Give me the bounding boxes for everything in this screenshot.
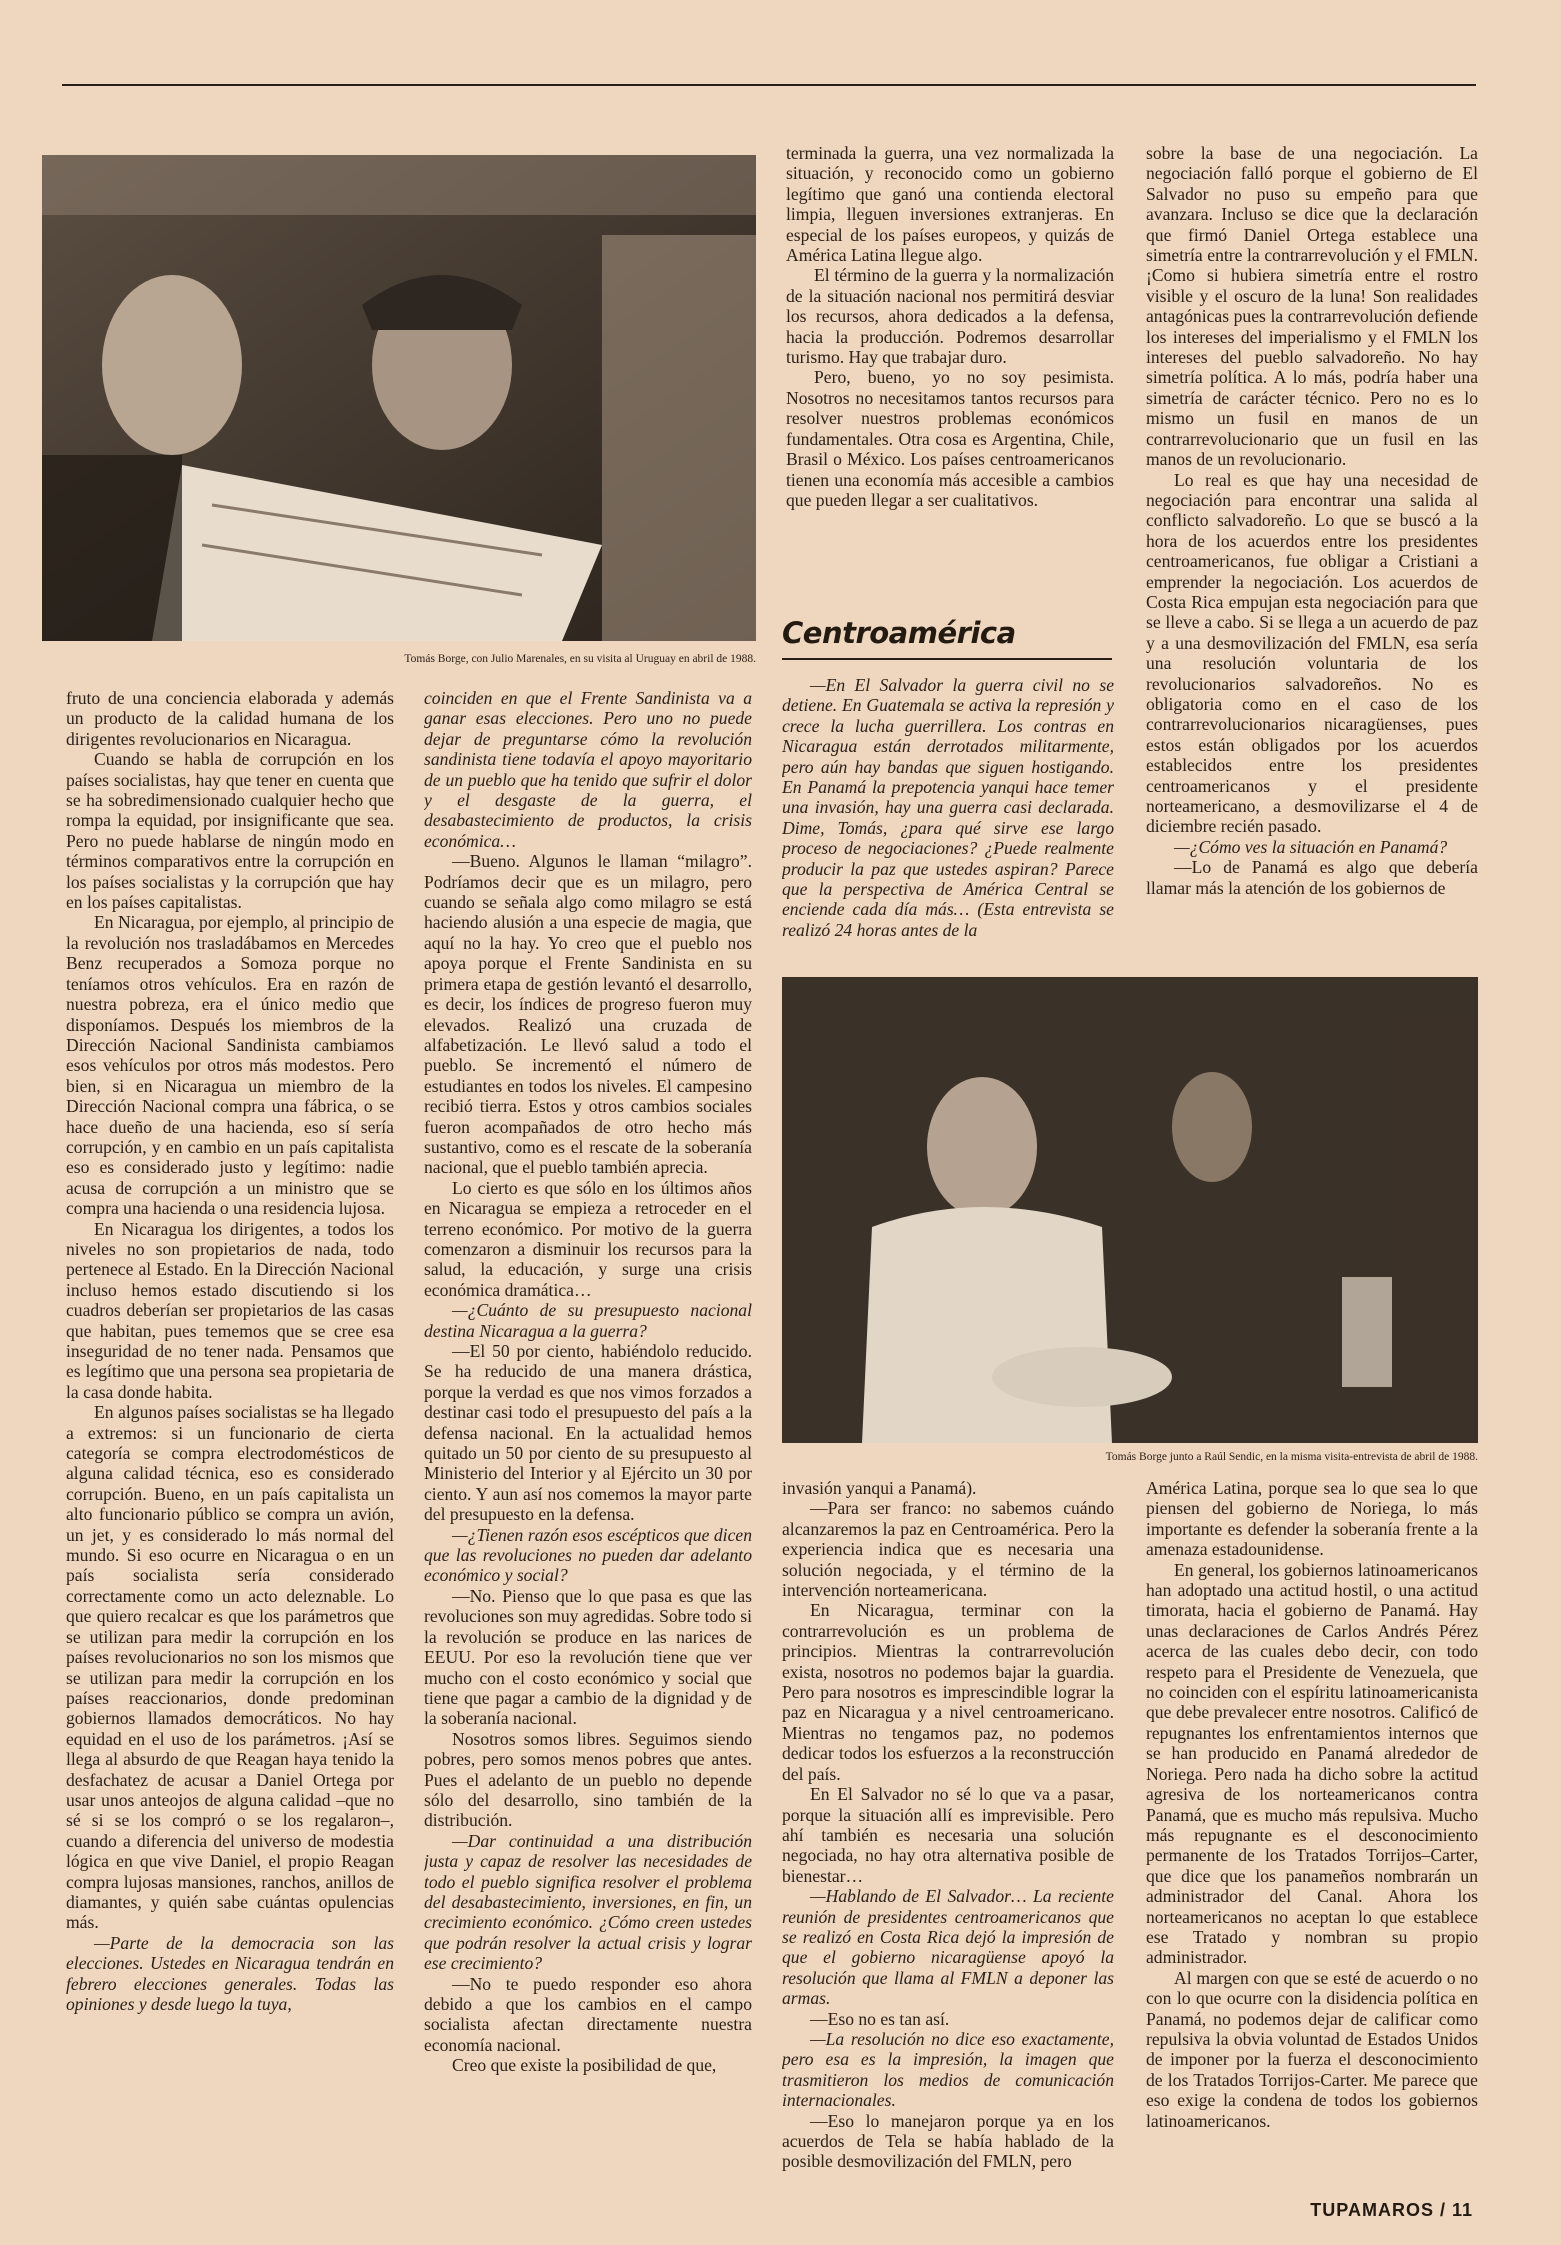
paragraph: —Dar continuidad a una distribución justa y capaz de resolver las necesidades de todo el pueblo significa resolver el problema del desabastecimiento, inversiones, en fin, un crecimiento económico. ¿Cómo creen ustedes que podrán resolver la actual crisis y lograr ese crecimiento? [424, 1830, 752, 1974]
paragraph: Lo real es que hay una necesidad de negociación para encontrar una salida al conflicto salvadoreño. Lo que se buscó a la hora de los acuerdos entre los presidentes centroamericanos, fue obligar a Cristiani a emprender la negociación. Los acuerdos de Costa Rica empujan esta negociación para que se lleve a cabo. Si se llega a un acuerdo de paz y a una desmovilización del FMLN, esa sería una resolución voluntaria de los revolucionarios salvadoreños. No es obligatoria como en el caso de los contrarrevolucionarios nicaragüenses, pues estos están obligados por los acuerdos establecidos entre los presidentes centroamericanos y el presidente norteamericano, a desmovilizarse el 4 de diciembre recién pasado. [1146, 469, 1478, 837]
paragraph: —Bueno. Algunos le llaman “milagro”. Podríamos decir que es un milagro, pero cuando se señala algo como milagro se está haciendo alusión a una especie de magia, que aquí no la hay. Yo creo que el pueblo nos apoya porque el Frente Sandinista en su primera etapa de gestión levantó el desarrollo, es decir, los índices de progreso fueron muy elevados. Realizó una cruzada de alfabetización. Le llevó salud a todo el pueblo. Se incrementó el número de estudiantes en todos los niveles. El campesino recibió tierra. Estos y otros cambios sociales fueron acompañados de otro hecho más sustantivo, como es el rescate de la soberanía nacional, que el pueblo también aprecia. [424, 851, 752, 1178]
paragraph: fruto de una conciencia elaborada y además un producto de la calidad humana de los dirigentes revolucionarios en Nicaragua. [66, 688, 394, 749]
top-rule [62, 84, 1476, 86]
paragraph: sobre la base de una negociación. La negociación falló porque el gobierno de El Salvador no puso su empeño para que avanzara. Incluso se dice que la declaración que firmó Daniel Ortega establece una simetría entre la contrarrevolución y el FMLN. ¡Como si hubiera simetría entre el rostro visible y el oscuro de la luna! Son realidades antagónicas pues la contrarrevolución defiende los intereses del imperialismo y el FMLN los intereses del pueblo salvadoreño. No hay simetría política. A lo más, podría haber una simetría de carácter técnico. Pero no es lo mismo un fusil en manos de un contrarrevolucionario que un fusil en las manos de un revolucionario. [1146, 143, 1478, 470]
paragraph: En El Salvador no sé lo que va a pasar, porque la situación allí es imprevisible. Pero ahí también es necesaria una solución negociada, no hay otra alternativa posible de bienestar… [782, 1784, 1114, 1886]
paragraph: El término de la guerra y la normalización de la situación nacional nos permitirá desviar los recursos, ahora dedicados a la defensa, hacia la producción. Podremos desarrollar turismo. Hay que trabajar duro. [786, 265, 1114, 368]
column-4-bottom [1146, 1478, 1478, 2198]
paragraph: Al margen con que se esté de acuerdo o no con lo que ocurre con la disidencia política en Panamá, no podemos dejar de calificar como repulsiva la obvia voluntad de Estados Unidos de imponer por la fuerza el desconocimiento de los Tratados Torrijos-Carter. Me parece que eso exige la condena de todos los gobiernos latinoamericanos. [1146, 1967, 1478, 2131]
paragraph: Nosotros somos libres. Seguimos siendo pobres, pero somos menos pobres que antes. Pues el adelanto de un pueblo no depende sólo del desarrollo, sino también de la distribución. [424, 1728, 752, 1831]
photo-illustration [42, 155, 756, 641]
paragraph: Cuando se habla de corrupción en los países socialistas, hay que tener en cuenta que se ha sobredimensionado cualquier hecho que rompa la equidad, por insignificante que sea. Pero no puede hablarse de ningún modo en términos comparativos entre la corrupción en los países socialistas y la corrupción que hay en los países capitalistas. [66, 749, 394, 913]
paragraph: En Nicaragua, por ejemplo, al principio de la revolución nos trasladábamos en Mercedes Benz recuperados a Somoza porque no teníamos otros vehículos. Era en razón de nuestra pobreza, era el único medio que disponíamos. Después los miembros de la Dirección Nacional Sandinista cambiamos esos vehículos por otros más modestos. Pero bien, si en Nicaragua un miembro de la Dirección Nacional compra una fábrica, o se hace dueño de una hacienda, eso sí sería corrupción, y en cambio en un país capitalista eso es considerado justo y legítimo: nadie acusa de corrupción a un ministro que se compra una hacienda o una residencia lujosa. [66, 912, 394, 1219]
paragraph: —Hablando de El Salvador… La reciente reunión de presidentes centroamericanos que se realizó en Costa Rica dejó la impresión de que el gobierno nicaragüense apoyó la resolución que llama al FMLN a deponer las armas. [782, 1886, 1114, 2009]
paragraph: —En El Salvador la guerra civil no se detiene. En Guatemala se activa la represión y crece la lucha guerrillera. Los contras en Nicaragua están derrotados militarmente, pero aún hay bandas que siguen hostigando. En Panamá la prepotencia yanqui hace temer una invasión, hay una guerra casi declarada. Dime, Tomás, ¿para qué sirve ese largo proceso de negociaciones? ¿Puede realmente producir la paz que ustedes aspiran? Parece que la perspectiva de América Central se enciende cada día más… (Esta entrevista se realizó 24 horas antes de la [782, 675, 1114, 940]
paragraph: —Eso lo manejaron porque ya en los acuerdos de Tela se había hablado de la posible desmovilización del FMLN, pero [782, 2110, 1114, 2172]
paragraph: En algunos países socialistas se ha llegado a extremos: si un funcionario de cierta categoría se compra electrodomésticos de alguna calidad técnica, eso es considerado corrupción. Bueno, en un país capitalista un alto funcionario público se compra un avión, un jet, y es considerado lo más normal del mundo. Si eso ocurre en Nicaragua o en un país socialista sería considerado correctamente como un acto deleznable. Lo que quiero recalcar es que los parámetros que se utilizan para medir la corrupción en los países revolucionarios no son los mismos que se utilizan para medir la corrupción en los países reaccionarios, donde predominan gobiernos llamados democráticos. No hay equidad en el uso de los parámetros. ¡Así se llega al absurdo de que Reagan haya tenido la desfachatez de acusar a Daniel Ortega por usar unos anteojos de alguna calidad –que no sé si se los compró o se los regalaron–, cuando a diferencia del universo de modestia lógica en que vive Daniel, el propio Reagan compra lujosas mansiones, ranchos, anillos de diamantes, y quién sabe cuántas opulencias más. [66, 1402, 394, 1933]
photo-borge-sendic [782, 977, 1478, 1443]
paragraph: —El 50 por ciento, habiéndolo reducido. Se ha reducido de una manera drástica, porque la verdad es que nos vimos forzados a destinar casi todo el presupuesto del país a la defensa nacional. En la actualidad hemos quitado un 50 por ciento de su presupuesto al Ministerio del Interior y al Ejército un 30 por ciento. Y aun así nos comemos la mayor parte del presupuesto en la defensa. [424, 1341, 752, 1525]
column-3-bottom [782, 1478, 1114, 2198]
paragraph: terminada la guerra, una vez normalizada la situación, y reconocido como un gobierno legítimo que ganó una contienda electoral limpia, lleguen inversiones extranjeras. En especial de los países europeos, y quizás de América Latina llegue algo. [786, 143, 1114, 266]
column-3-top [786, 143, 1114, 588]
paragraph: invasión yanqui a Panamá). [782, 1478, 977, 1498]
column-3-interview-question [782, 675, 1114, 975]
paragraph: —¿Cómo ves la situación en Panamá? [1174, 836, 1448, 857]
paragraph: —No. Pienso que lo que pasa es que las revoluciones son muy agredidas. Sobre todo si la revolución se produce en las narices de EEUU. Por eso la revolución tiene que ver mucho con el costo económico y social que tiene que pagar a cambio de la dignidad y de la soberanía nacional. [424, 1585, 752, 1729]
paragraph: En Nicaragua los dirigentes, a todos los niveles no son propietarios de nada, todo pertenece al Estado. En la Dirección Nacional incluso hemos estado discutiendo si los cuadros deberían ser propietarios de las casas que habitan, pues tememos que se cree esa inseguridad de no tener nada. Pensamos que es legítimo que una persona sea propietaria de la casa donde habita. [66, 1218, 394, 1402]
paragraph: —No te puedo responder eso ahora debido a que los cambios en el campo socialista afectan directamente nuestra economía nacional. [424, 1973, 752, 2055]
column-1 [66, 688, 394, 2198]
paragraph: Pero, bueno, yo no soy pesimista. Nosotros no necesitamos tantos recursos para resolver nuestros problemas económicos fundamentales. Otra cosa es Argentina, Chile, Brasil o México. Los países centroamericanos tienen una economía más accesible a cambios que pueden llegar a ser cualitativos. [786, 367, 1114, 510]
paragraph: —¿Tienen razón esos escépticos que dicen que las revoluciones no pueden dar adelanto económico y social? [424, 1524, 752, 1586]
paragraph: —Parte de la democracia son las elecciones. Ustedes en Nicaragua tendrán en febrero elecciones generales. Todas las opiniones y desde luego la tuya, [66, 1932, 394, 2014]
column-2 [424, 688, 752, 2198]
photo-borge-marenales [42, 155, 756, 641]
column-4-top [1146, 143, 1478, 969]
paragraph: En general, los gobiernos latinoamericanos han adoptado una actitud hostil, o una actitud timorata, hacia el gobierno de Panamá. Hay unas declaraciones de Carlos Andrés Pérez acerca de las cuales debo decir, con todo respeto para el Presidente de Venezuela, que no coinciden con el espíritu latinoamericanista que debe prevalecer entre nosotros. Calificó de repugnantes los enfrentamientos internos que se han producido en Panamá alrededor de Noriega. Pero nada ha dicho sobre la actitud agresiva de los norteamericanos contra Panamá, que es mucho más repulsiva. Mucho más repugnante es el desconocimiento permanente de los Tratados Torrijos–Carter, que dice que los panameños nombrarán un administrador del Canal. Ahora los norteamericanos no aceptan lo que establece ese Tratado y nombran su propio administrador. [1146, 1559, 1478, 1968]
section-title: Centroamérica [782, 616, 1112, 660]
paragraph: —Para ser franco: no sabemos cuándo alcanzaremos la paz en Centroamérica. Pero la experiencia indica que es necesaria una solución negociada, y el término de la intervención norteamericana. [782, 1498, 1114, 1601]
paragraph: —La resolución no dice eso exactamente, pero esa es la impresión, la imagen que trasmitieron los medios de comunicación internacionales. [782, 2028, 1114, 2111]
top-photo-caption: Tomás Borge, con Julio Marenales, en su visita al Uruguay en abril de 1988. [404, 653, 756, 665]
paragraph: En Nicaragua, terminar con la contrarrevolución es un problema de principios. Mientras la contrarrevolución exista, nosotros no podemos bajar la guardia. Pero para nosotros es imprescindible lograr la paz en Nicaragua y a nivel centroamericano. Mientras no tengamos paz, no podemos dedicar todos los esfuerzos a la reconstrucción del país. [782, 1600, 1114, 1784]
photo-illustration [782, 977, 1478, 1443]
page-footer: TUPAMAROS / 11 [1310, 2200, 1473, 2220]
paragraph: América Latina, porque sea lo que sea lo que piensen del gobierno de Noriega, lo más importante es defender la soberanía frente a la amenaza estadounidense. [1146, 1478, 1478, 1560]
paragraph: —Eso no es tan así. [810, 2008, 950, 2029]
paragraph: Lo cierto es que sólo en los últimos años en Nicaragua se empieza a retroceder en el terreno económico. Por motivo de la guerra comenzaron a disminuir los recursos para la salud, la educación, y surge una crisis económica dramática… [424, 1177, 752, 1300]
paragraph: coinciden en que el Frente Sandinista va a ganar esas elecciones. Pero uno no puede dejar de preguntarse cómo la revolución sandinista tiene todavía el apoyo mayoritario de un pueblo que ha tenido que sufrir el dolor y el desgaste de la guerra, el desabastecimiento de productos, la crisis económica… [424, 688, 752, 851]
paragraph: —¿Cuánto de su presupuesto nacional destina Nicaragua a la guerra? [424, 1300, 752, 1341]
paragraph: Creo que existe la posibilidad de que, [452, 2055, 717, 2076]
mid-photo-caption: Tomás Borge junto a Raúl Sendic, en la misma visita-entrevista de abril de 1988. [1105, 1451, 1478, 1463]
paragraph: —Lo de Panamá es algo que debería llamar más la atención de los gobiernos de [1146, 857, 1478, 898]
